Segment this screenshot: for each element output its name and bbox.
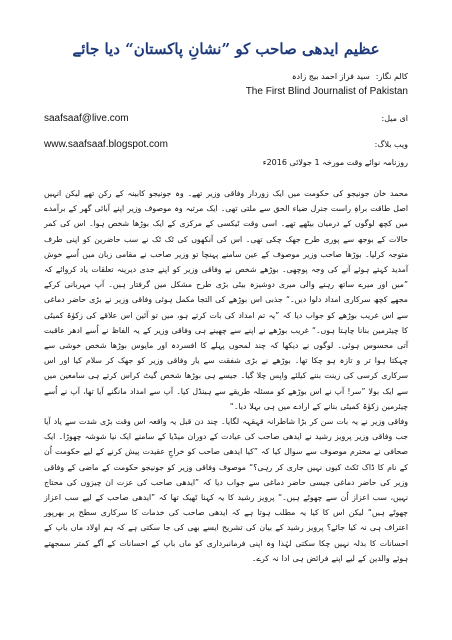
email-row [44,110,408,126]
email-label: ای میل: [381,113,408,123]
article-paragraph: وفاقی وزیر نے یہ بات سن کر بڑا شاطرانہ قہقہہ لگایا۔ چند دن قبل یہ واقعہ اس وقت بڑی شدت سے یاد آیا جب وفاقی وزیر پرویز رشید نے ایدھی صاحب کی عیادت کے دوران میڈیا کے سامنے ایک نیا شوشہ چھوڑا۔ ایک صحافی نے محترم موصوف سے سوال کیا کہ ”کیا ایدھی صاحب کو خراجِ عقیدت پیش کرنے کے لیے حکومت اُن کے نام کا ڈاک ٹکٹ کیوں نہیں جاری کر رہی؟“ موصوف وفاقی وزیر کو جونیجو حکومت کے ماضی کے وفاقی وزیر کی حاضر دماغی جیسی حاضر دماغی سے جواب دیا کہ ”ایدھی صاحب کی عزت ان چیزوں کی محتاج نہیں، سب اعزاز اُن سے چھوٹے ہیں۔“ پرویز رشید کا یہ کہنا ٹھیک تھا کہ ”ایدھی صاحب کے لیے سب اعزاز چھوٹے ہیں“ لیکن اس کا کیا یہ مطلب ہوتا ہے کہ ایدھی صاحب کی خدمات کا سرکاری سطح پر بھرپور اعتراف ہی نہ کیا جائے؟ پرویز رشید کے بیان کی تشریح ایسے بھی کی جا سکتی ہے کہ ہم اولاد ماں باپ کے احسانات کا بدلہ نہیں چکا سکتی لہٰذا وہ اپنی فرمانبرداری کو ماں باپ کے احسانات کے آگے کمتر سمجھتے ہوئے والدین کے لیے اپنے فرائض ہی ادا نہ کرے۔ [44,417,408,563]
blog-url[interactable]: www.saafsaaf.blogspot.com [44,138,168,150]
blog-row [44,136,408,152]
blog-label: ویب بلاگ: [374,139,408,149]
article-body [44,186,408,566]
article-title: عظیم ایدھی صاحب کو ”نشانِ پاکستان“ دیا جائے [72,40,380,58]
email-address[interactable]: saafsaaf@live.com [44,112,129,124]
columnist-tagline: The First Blind Journalist of Pakistan [245,86,408,97]
columnist-name: سید فراز احمد بیج زادہ [291,72,370,81]
columnist-label: کالم نگار: [375,72,408,81]
publication-line: روزنامہ نوائے وقت مورخہ 1 جولائی 2016ء [262,158,408,167]
article-paragraph: محمد خان جونیجو کی حکومت میں ایک زوردار وفاقی وزیر تھے۔ وہ جونیجو کابینہ کے رکن تھے لیکن انہیں اصل طاقت براہِ راست جنرل ضیاء الحق سے ملتی تھی۔ ایک مرتبہ وہ موصوف وزیر اپنے آبائی گھر کے برآمدے میں کچھ لوگوں کے درمیان بیٹھے تھے۔ اسی وقت ٹیکسی کے مرکزی کے ایک بوڑھا شخص ہوا۔ اس کی کمر حالات کے بوجھ سے پوری طرح جھک چکی تھی۔ اس کی آنکھوں کی ٹک ٹک نے سب حاضرین کو اپنی طرف متوجہ کرلیا۔ بوڑھا صاحب وزیر موصوف کے عین سامنے پہنچا تو وزیر صاحب نے مقامی زبان میں اُسے خوش آمدید کہتے ہوئے آنے کی وجہ پوچھی۔ بوڑھے شخص نے وفاقی وزیر کو اپنے جدی دیرینہ تعلقات یاد کروائے کہ ”میں اور میرے ساتھ رہنے والی میری دوشیزہ بیٹی بڑی طرح مشکل میں گرفتار ہیں۔ آپ مہربانی کرکے مجھے کچھ سرکاری امداد دلوا دیں۔“ جذبی اس بوڑھے کی التجا مکمل ہوئی وفاقی وزیر نے بڑی حاضر دماغی سے اس غریب بوڑھے کو جواب دیا کہ ”یہ تم امداد کی بات کرتے ہو، میں تو آئین اس علاقے کی زکوٰۃ کمیٹی کا چیئرمین بنانا چاہتا ہوں۔“ غریب بوڑھے نے اپنے سے چھینے ہی وفاقی وزیر کے یہ الفاظ نے اُسے ادھر عاقبت آتی محسوس ہوئی۔ لوگوں نے دیکھا کہ چند لمحوں پہلے کا افسردہ اور مایوس بوڑھا شخص خوشی سے چہکتا ہوا تر و تازہ ہو چکا تھا۔ بوڑھے نے بڑی شفقت سے یار وفاقی وزیر کو جھک کر سلام کیا اور اس سرکاری کرسی کی زینت بننے کیلئے واپس چلا گیا۔ جیسے ہی بوڑھا شخص گیٹ کراس کرتے ہی سامعین میں سے ایک بولا ”سر! آپ نے اس بوڑھے کو مسئلہ طریقے سے ہینڈل کیا۔ آپ سے امداد مانگنے آیا تھا، آپ نے اُسے چیئرمین زکوٰۃ کمیٹی بنانے کے ارادے میں ہی بہلا دیا۔“ [44,189,408,411]
columnist-line [44,70,408,84]
